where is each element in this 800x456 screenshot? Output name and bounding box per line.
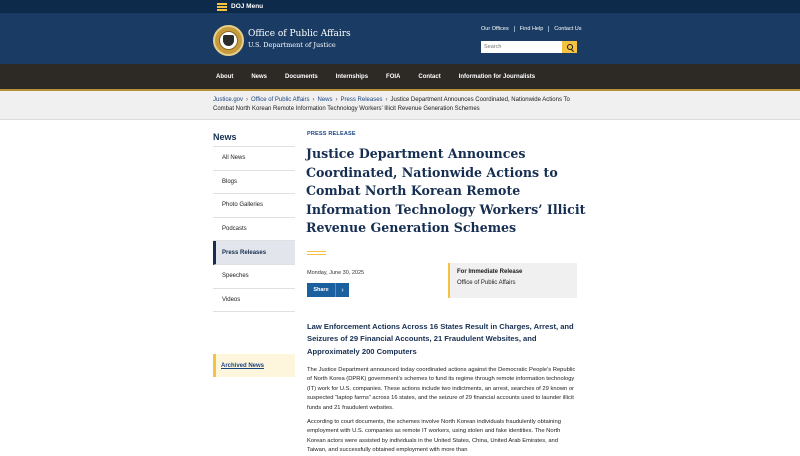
site-header <box>0 13 800 64</box>
nav-documents[interactable]: Documents <box>285 73 318 80</box>
article-date: Monday, June 30, 2025 <box>307 270 365 276</box>
chevron-right-icon: › <box>312 97 315 103</box>
main-nav <box>0 64 800 91</box>
archived-news-link[interactable]: Archived News <box>213 354 295 377</box>
sidebar-item-speeches[interactable]: Speeches <box>213 265 295 289</box>
release-title: For Immediate Release <box>457 269 523 275</box>
nav-contact[interactable]: Contact <box>418 73 441 80</box>
search-input[interactable] <box>481 41 562 53</box>
search-button[interactable] <box>562 41 577 53</box>
breadcrumb-press-releases[interactable]: Press Releases <box>340 97 383 103</box>
breadcrumb <box>213 96 583 114</box>
article-kicker: PRESS RELEASE <box>307 131 356 137</box>
breadcrumb-current: Justice Department Announces Coordinated, Nationwide Actions To Combat North Korean Remote Information Technology Workers’ Illicit Revenue Generation Schemes <box>213 97 570 112</box>
nav-about[interactable]: About <box>216 73 234 80</box>
search-icon <box>567 44 573 50</box>
release-org: Office of Public Affairs <box>457 280 516 286</box>
sidebar-item-photo-galleries[interactable]: Photo Galleries <box>213 194 295 218</box>
doj-menu-button[interactable] <box>217 1 263 12</box>
sidebar-item-all-news[interactable]: All News <box>213 147 295 171</box>
util-link-find-help[interactable]: Find Help <box>514 26 549 32</box>
site-subtitle: U.S. Department of Justice <box>248 41 336 49</box>
sidebar-item-blogs[interactable]: Blogs <box>213 171 295 195</box>
site-title[interactable]: Office of Public Affairs <box>248 29 351 39</box>
decorative-divider <box>307 251 326 257</box>
doj-menu-strip <box>0 0 800 13</box>
hamburger-icon <box>217 3 227 11</box>
article-subhead: Law Enforcement Actions Across 16 States Result in Charges, Arrest, and Seizures of 29 Financial Accounts, 21 Fraudulent Websites, and Approximately 200 Computers <box>307 322 574 356</box>
util-link-contact-us[interactable]: Contact Us <box>548 26 586 32</box>
article-paragraph: According to court documents, the schemes involve North Korean individuals fraudulently obtaining employment with U.S. companies as remote IT workers, using stolen and fake identities. The North Korean actors were assisted by individuals in the United States, China, United Arab Emirates, and Taiwan, and successfully obtained employment with more than <box>307 419 561 454</box>
sidebar-item-press-releases[interactable]: Press Releases <box>213 241 295 265</box>
nav-internships[interactable]: Internships <box>335 73 369 80</box>
article-headline: Justice Department Announces Coordinated, Nationwide Actions to Combat North Korean Remote Information Technology Workers’ Illicit Revenue Generation Schemes <box>306 146 586 235</box>
doj-menu-label: DOJ Menu <box>231 3 264 10</box>
chevron-right-icon: › <box>385 97 388 103</box>
breadcrumb-news[interactable]: News <box>317 97 333 103</box>
nav-foia[interactable]: FOIA <box>386 73 401 80</box>
share-label: Share <box>313 287 329 293</box>
sidebar-item-podcasts[interactable]: Podcasts <box>213 218 295 242</box>
doj-seal-logo[interactable] <box>213 25 244 56</box>
chevron-right-icon: › <box>335 97 338 103</box>
nav-news[interactable]: News <box>251 73 268 80</box>
sidebar-title: News <box>213 132 237 142</box>
seal-inner <box>219 31 238 50</box>
sidebar-nav <box>213 146 295 312</box>
breadcrumb-office-of-public-affairs[interactable]: Office of Public Affairs <box>251 97 310 103</box>
breadcrumb-justice-gov[interactable]: Justice.gov <box>213 97 244 103</box>
share-button[interactable] <box>307 283 349 297</box>
release-info-box <box>448 263 577 298</box>
nav-information-for-journalists[interactable]: Information for Journalists <box>458 73 536 80</box>
sidebar-item-videos[interactable]: Videos <box>213 289 295 313</box>
chevron-right-icon: › <box>335 283 349 297</box>
chevron-right-icon: › <box>246 97 249 103</box>
util-link-our-offices[interactable]: Our Offices <box>481 26 509 32</box>
article-paragraph: The Justice Department announced today coordinated actions against the Democratic People’s Republic of North Korea (DPRK) government’s schemes to fund its regime through remote information technology (IT) work for U.S. companies. These actions include two indictments, an arrest, searches of 29 known or suspected “laptop farms” across 16 states, and the seizure of 29 financial accounts used to launder illicit funds and 21 fraudulent websites. <box>307 367 576 411</box>
breadcrumb-bar <box>0 91 800 120</box>
utility-links <box>481 26 586 32</box>
eagle-icon <box>223 35 234 46</box>
